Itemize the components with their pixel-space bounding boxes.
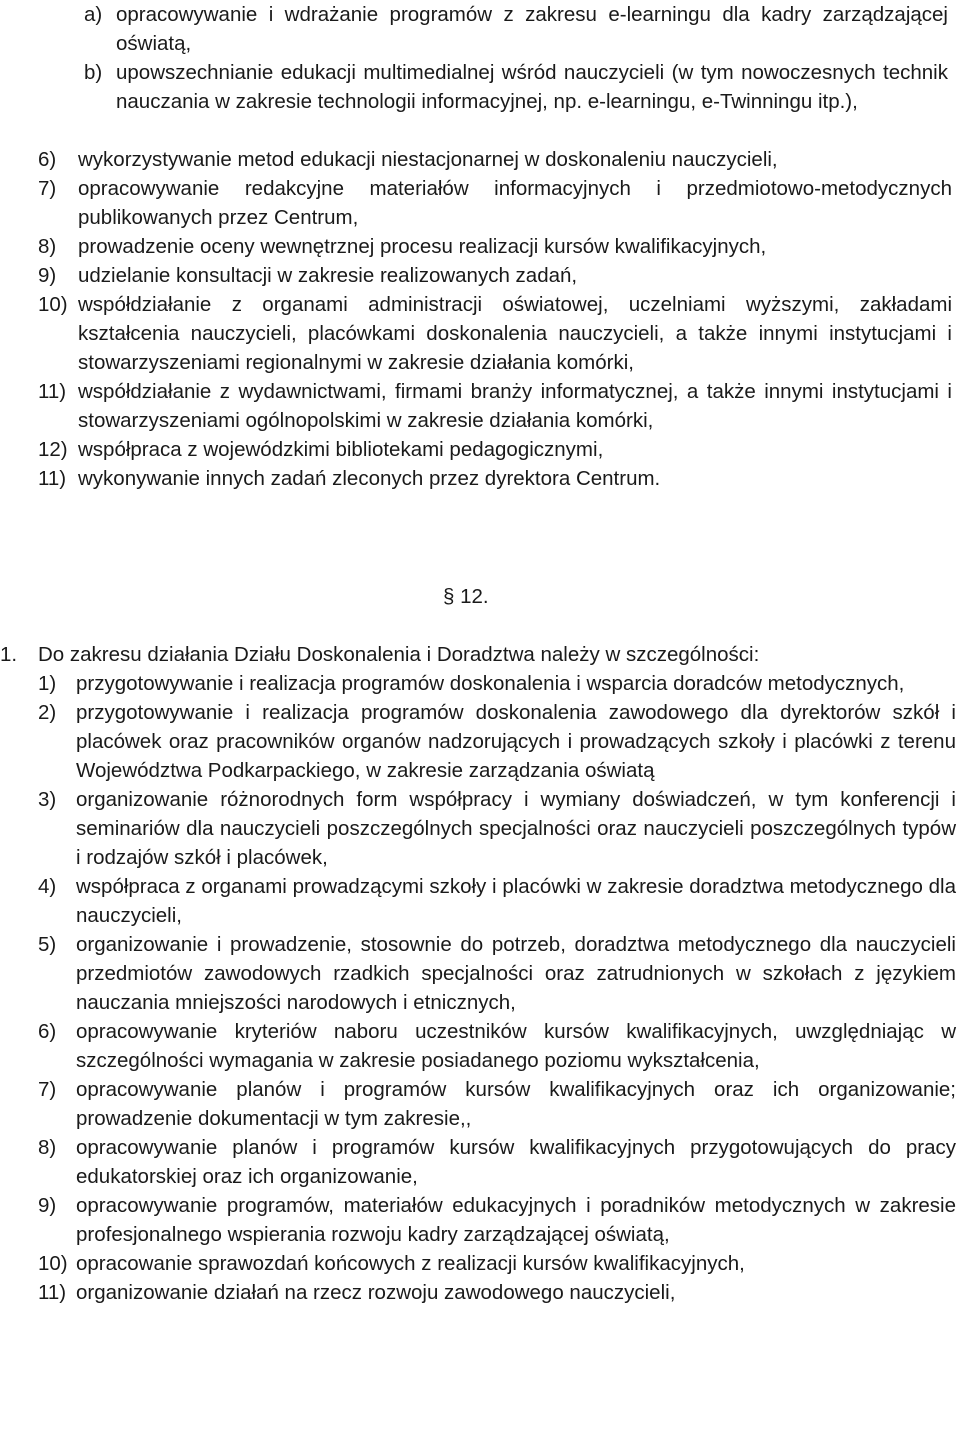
list-item xyxy=(0,930,960,1017)
list-text: Do zakresu działania Działu Doskonalenia i Doradztwa należy w szczególności: xyxy=(38,643,760,666)
list-text: współdziałanie z wydawnictwami, firmami branży informatycznej, a także innymi instytucjami i stowarzyszeniami ogólnopolskimi w zakresie działania komórki, xyxy=(78,380,952,432)
list-text: opracowanie sprawozdań końcowych z realizacji kursów kwalifikacyjnych, xyxy=(76,1252,745,1275)
list-item xyxy=(0,1278,960,1307)
list-item xyxy=(0,698,960,785)
numbered-list-1 xyxy=(0,145,960,493)
list-item xyxy=(0,377,960,435)
list-text: wykorzystywanie metod edukacji niestacjonarnej w doskonaleniu nauczycieli, xyxy=(78,148,778,171)
list-marker: 9) xyxy=(38,264,57,287)
list-text: opracowywanie planów i programów kursów kwalifikacyjnych przygotowujących do pracy edukatorskiej oraz ich organizowanie, xyxy=(76,1136,956,1188)
list-item xyxy=(0,1133,960,1191)
list-text: organizowanie i prowadzenie, stosownie do potrzeb, doradztwa metodycznego dla nauczycieli przedmiotów zawodowych rzadkich specjalności oraz zatrudnionych w szkołach z językiem nauczania mniejszości narodowych i etnicznych, xyxy=(76,933,956,1014)
list-item xyxy=(0,58,960,116)
list-marker: 3) xyxy=(38,788,57,811)
list-marker: 2) xyxy=(38,701,57,724)
list-text: wykonywanie innych zadań zleconych przez dyrektora Centrum. xyxy=(78,467,661,490)
list-marker: 12) xyxy=(38,438,68,461)
list-marker: 1. xyxy=(0,643,18,666)
list-text: opracowywanie planów i programów kursów kwalifikacyjnych oraz ich organizowanie; prowadzenie dokumentacji w tym zakresie,, xyxy=(76,1078,956,1130)
list-item xyxy=(0,435,960,464)
list-text: opracowywanie redakcyjne materiałów informacyjnych i przedmiotowo-metodycznych publikowanych przez Centrum, xyxy=(78,177,952,229)
list-text: współpraca z wojewódzkimi bibliotekami pedagogicznymi, xyxy=(78,438,604,461)
list-marker: 9) xyxy=(38,1194,57,1217)
list-text: organizowanie różnorodnych form współpracy i wymiany doświadczeń, w tym konferencji i seminariów dla nauczycieli poszczególnych specjalności oraz nauczycieli poszczególnych typów i rodzajów szkół i placówek, xyxy=(76,788,956,869)
list-marker: 10) xyxy=(38,1252,68,1275)
list-item xyxy=(0,1249,960,1278)
list-marker: b) xyxy=(84,61,103,84)
numbered-list-2 xyxy=(0,669,960,1307)
list-text: upowszechnianie edukacji multimedialnej wśród nauczycieli (w tym nowoczesnych technik nauczania w zakresie technologii informacyjnej, np. e-learningu, e-Twinningu itp.), xyxy=(116,61,948,113)
list-marker: 11) xyxy=(38,380,67,403)
list-marker: 10) xyxy=(38,293,68,316)
list-item xyxy=(0,872,960,930)
list-item xyxy=(0,640,960,669)
list-marker: 6) xyxy=(38,1020,57,1043)
list-marker: 11) xyxy=(38,1281,67,1304)
list-marker: a) xyxy=(84,3,103,26)
list-item xyxy=(0,145,960,174)
list-item xyxy=(0,464,960,493)
list-marker: 11) xyxy=(38,467,67,490)
list-text: opracowywanie programów, materiałów edukacyjnych i poradników metodycznych w zakresie profesjonalnego wspierania rozwoju kadry zarządzającej oświatą, xyxy=(76,1194,956,1246)
sub-list xyxy=(0,0,960,116)
list-text: współpraca z organami prowadzącymi szkoły i placówki w zakresie doradztwa metodycznego dla nauczycieli, xyxy=(76,875,956,927)
list-text: udzielanie konsultacji w zakresie realizowanych zadań, xyxy=(78,264,578,287)
list-marker: 7) xyxy=(38,1078,57,1101)
list-text: przygotowywanie i realizacja programów doskonalenia zawodowego dla dyrektorów szkół i placówek oraz pracowników organów nadzorujących i prowadzących szkoły i placówki z terenu Województwa Podkarpackiego, w zakresie zarządzania oświatą xyxy=(76,701,956,782)
list-text: prowadzenie oceny wewnętrznej procesu realizacji kursów kwalifikacyjnych, xyxy=(78,235,767,258)
list-item xyxy=(0,261,960,290)
list-text: przygotowywanie i realizacja programów doskonalenia i wsparcia doradców metodycznych, xyxy=(76,672,905,695)
list-text: opracowywanie kryteriów naboru uczestników kursów kwalifikacyjnych, uwzględniając w szczególności wymagania w zakresie posiadanego poziomu wykształcenia, xyxy=(76,1020,956,1072)
list-item xyxy=(0,1075,960,1133)
list-marker: 1) xyxy=(38,672,57,695)
list-marker: 5) xyxy=(38,933,57,956)
section-intro xyxy=(0,640,960,669)
list-item xyxy=(0,174,960,232)
list-item xyxy=(0,290,960,377)
list-text: współdziałanie z organami administracji oświatowej, uczelniami wyższymi, zakładami kształcenia nauczycieli, placówkami doskonalenia nauczycieli, a także innymi instytucjami i stowarzyszeniami regionalnymi w zakresie działania komórki, xyxy=(78,293,952,374)
list-marker: 6) xyxy=(38,148,57,171)
list-text: organizowanie działań na rzecz rozwoju zawodowego nauczycieli, xyxy=(76,1281,676,1304)
list-marker: 8) xyxy=(38,1136,57,1159)
list-text: opracowywanie i wdrażanie programów z zakresu e-learningu dla kadry zarządzającej oświatą, xyxy=(116,3,948,55)
list-marker: 8) xyxy=(38,235,57,258)
section-heading: § 12. xyxy=(443,585,489,608)
list-item xyxy=(0,785,960,872)
list-item xyxy=(0,232,960,261)
list-item xyxy=(0,0,960,58)
list-item xyxy=(0,1191,960,1249)
list-item xyxy=(0,669,960,698)
list-marker: 7) xyxy=(38,177,57,200)
list-item xyxy=(0,1017,960,1075)
list-marker: 4) xyxy=(38,875,57,898)
